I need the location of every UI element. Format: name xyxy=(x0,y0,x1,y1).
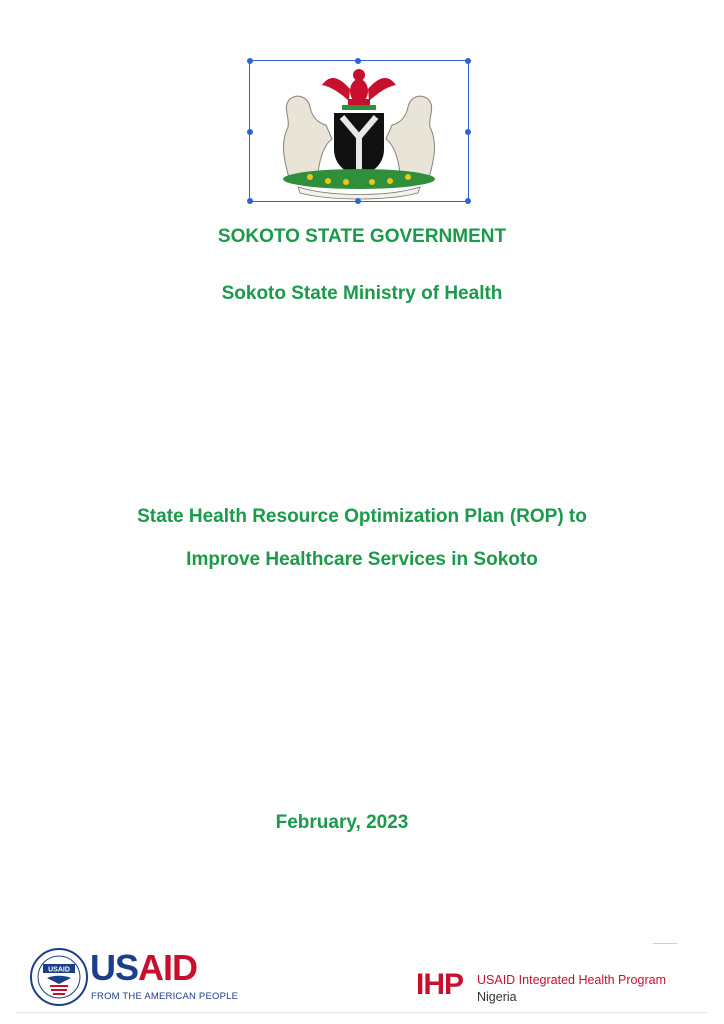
resize-handle-left[interactable] xyxy=(247,129,253,135)
ihp-country: Nigeria xyxy=(477,990,517,1004)
footer-rule xyxy=(16,1012,708,1013)
usaid-seal-icon xyxy=(30,948,88,1006)
resize-handle-bottom[interactable] xyxy=(355,198,361,204)
document-title-line-2: Improve Healthcare Services in Sokoto xyxy=(186,549,538,570)
seal-text: USAID xyxy=(48,966,70,974)
document-title-line-1: State Health Resource Optimization Plan (ROP) to xyxy=(137,506,587,527)
usaid-logo xyxy=(30,946,239,1010)
ihp-program-name: USAID Integrated Health Program xyxy=(477,973,666,987)
ihp-mark: IHP xyxy=(416,968,464,1001)
usaid-wordmark-aid: AID xyxy=(138,947,198,988)
resize-handle-top-right[interactable] xyxy=(465,58,471,64)
publication-date: February, 2023 xyxy=(275,812,409,833)
ihp-logo xyxy=(416,968,686,1008)
coat-of-arms-image[interactable] xyxy=(249,60,469,202)
nigeria-coat-of-arms-icon xyxy=(250,61,468,201)
resize-handle-bottom-left[interactable] xyxy=(247,198,253,204)
divider xyxy=(653,943,677,944)
resize-handle-right[interactable] xyxy=(465,129,471,135)
resize-handle-bottom-right[interactable] xyxy=(465,198,471,204)
resize-handle-top-left[interactable] xyxy=(247,58,253,64)
usaid-tagline: FROM THE AMERICAN PEOPLE xyxy=(91,991,239,1002)
government-heading: SOKOTO STATE GOVERNMENT xyxy=(217,226,507,247)
resize-handle-top[interactable] xyxy=(355,58,361,64)
ministry-heading: Sokoto State Ministry of Health xyxy=(221,283,503,304)
usaid-wordmark xyxy=(90,948,197,988)
usaid-wordmark-us: US xyxy=(90,947,139,988)
